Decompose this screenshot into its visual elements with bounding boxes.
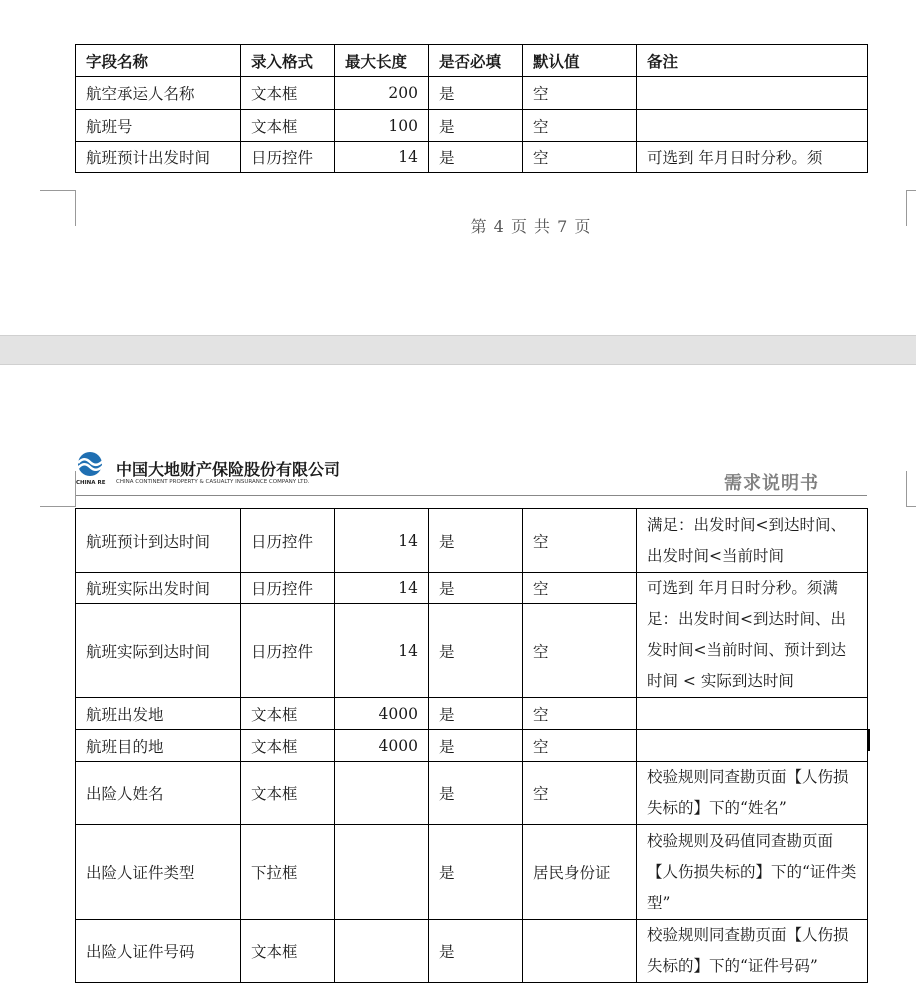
- cell-field-name: 航班预计出发时间: [76, 142, 241, 173]
- page-corner-marker: [40, 471, 76, 507]
- cell-max-length: 200: [335, 77, 429, 110]
- cell-remarks: 校验规则同查勘页面【人伤损失标的】下的“姓名”: [637, 762, 868, 825]
- cell-field-name: 出险人证件类型: [76, 825, 241, 920]
- cell-default: 空: [523, 762, 637, 825]
- cell-default: 居民身份证: [523, 825, 637, 920]
- cell-required: 是: [429, 604, 523, 698]
- page-number: 第 4 页 共 7 页: [470, 217, 592, 236]
- page-4: [0, 0, 916, 335]
- cell-default: 空: [523, 604, 637, 698]
- cell-required: 是: [429, 573, 523, 604]
- cell-max-length: 14: [335, 573, 429, 604]
- page-5: [0, 365, 916, 994]
- cell-input-format: 日历控件: [241, 509, 335, 573]
- table-header-row: [76, 45, 868, 77]
- text-cursor: [868, 729, 870, 751]
- field-table-page4: [75, 44, 868, 173]
- cell-field-name: 航空承运人名称: [76, 77, 241, 110]
- cell-default: 空: [523, 142, 637, 173]
- table-row: [76, 762, 868, 825]
- col-header-remarks: 备注: [637, 45, 868, 77]
- table-row: [76, 509, 868, 573]
- company-name-cn: 中国大地财产保险股份有限公司: [116, 460, 341, 479]
- cell-input-format: 日历控件: [241, 142, 335, 173]
- cell-input-format: 文本框: [241, 920, 335, 983]
- cell-required: 是: [429, 762, 523, 825]
- cell-default: [523, 920, 637, 983]
- cell-field-name: 航班号: [76, 110, 241, 142]
- cell-field-name: 航班预计到达时间: [76, 509, 241, 573]
- cell-remarks: 可选到 年月日时分秒。须满足：出发时间<到达时间、出发时间<当前时间、预计到达时间 < 实际到达时间: [637, 573, 868, 698]
- cell-remarks: 校验规则及码值同查勘页面【人伤损失标的】下的“证件类型”: [637, 825, 868, 920]
- page-corner-marker: [906, 471, 916, 507]
- header-divider: [75, 495, 867, 496]
- col-header-input-format: 录入格式: [241, 45, 335, 77]
- table-row: [76, 825, 868, 920]
- cell-field-name: 出险人证件号码: [76, 920, 241, 983]
- company-logo: [76, 451, 376, 491]
- cell-max-length: 14: [335, 604, 429, 698]
- table-row: [76, 920, 868, 983]
- cell-remarks: 校验规则同查勘页面【人伤损失标的】下的“证件号码”: [637, 920, 868, 983]
- table-row: [76, 573, 868, 604]
- cell-input-format: 文本框: [241, 762, 335, 825]
- cell-required: 是: [429, 77, 523, 110]
- cell-default: 空: [523, 730, 637, 762]
- cell-input-format: 文本框: [241, 110, 335, 142]
- cell-max-length: 14: [335, 142, 429, 173]
- cell-remarks: 可选到 年月日时分秒。须: [637, 142, 868, 173]
- cell-field-name: 航班实际出发时间: [76, 573, 241, 604]
- col-header-max-length: 最大长度: [335, 45, 429, 77]
- cell-remarks: [637, 730, 868, 762]
- table-row: [76, 77, 868, 110]
- cell-required: 是: [429, 920, 523, 983]
- table-row: [76, 698, 868, 730]
- cell-required: 是: [429, 698, 523, 730]
- page-gap: [0, 335, 916, 365]
- cell-input-format: 日历控件: [241, 573, 335, 604]
- table-row: [76, 110, 868, 142]
- cell-default: 空: [523, 110, 637, 142]
- cell-input-format: 文本框: [241, 698, 335, 730]
- cell-max-length: [335, 825, 429, 920]
- cell-remarks: [637, 698, 868, 730]
- cell-field-name: 航班目的地: [76, 730, 241, 762]
- table-row: [76, 142, 868, 173]
- cell-max-length: [335, 762, 429, 825]
- cell-required: 是: [429, 509, 523, 573]
- cell-default: 空: [523, 573, 637, 604]
- cell-input-format: 日历控件: [241, 604, 335, 698]
- cell-max-length: 14: [335, 509, 429, 573]
- cell-remarks: 满足：出发时间<到达时间、出发时间<当前时间: [637, 509, 868, 573]
- cell-field-name: 航班出发地: [76, 698, 241, 730]
- cell-default: 空: [523, 509, 637, 573]
- field-table-page5: [75, 508, 868, 983]
- cell-remarks: [637, 77, 868, 110]
- cell-required: 是: [429, 730, 523, 762]
- col-header-required: 是否必填: [429, 45, 523, 77]
- cell-required: 是: [429, 825, 523, 920]
- cell-input-format: 文本框: [241, 77, 335, 110]
- cell-field-name: 航班实际到达时间: [76, 604, 241, 698]
- company-name-en: CHINA CONTINENT PROPERTY & CASUALTY INSURANCE COMPANY LTD.: [116, 479, 310, 485]
- cell-input-format: 文本框: [241, 730, 335, 762]
- cell-max-length: 4000: [335, 698, 429, 730]
- cell-required: 是: [429, 142, 523, 173]
- cell-required: 是: [429, 110, 523, 142]
- cell-field-name: 出险人姓名: [76, 762, 241, 825]
- col-header-field-name: 字段名称: [76, 45, 241, 77]
- cell-max-length: 4000: [335, 730, 429, 762]
- cell-remarks: [637, 110, 868, 142]
- col-header-default: 默认值: [523, 45, 637, 77]
- cell-input-format: 下拉框: [241, 825, 335, 920]
- china-re-wave-logo-icon: [76, 451, 106, 479]
- brand-label: CHINA RE: [76, 480, 106, 486]
- document-title: 需求说明书: [724, 473, 819, 494]
- cell-max-length: [335, 920, 429, 983]
- cell-max-length: 100: [335, 110, 429, 142]
- cell-default: 空: [523, 698, 637, 730]
- table-row: [76, 730, 868, 762]
- cell-default: 空: [523, 77, 637, 110]
